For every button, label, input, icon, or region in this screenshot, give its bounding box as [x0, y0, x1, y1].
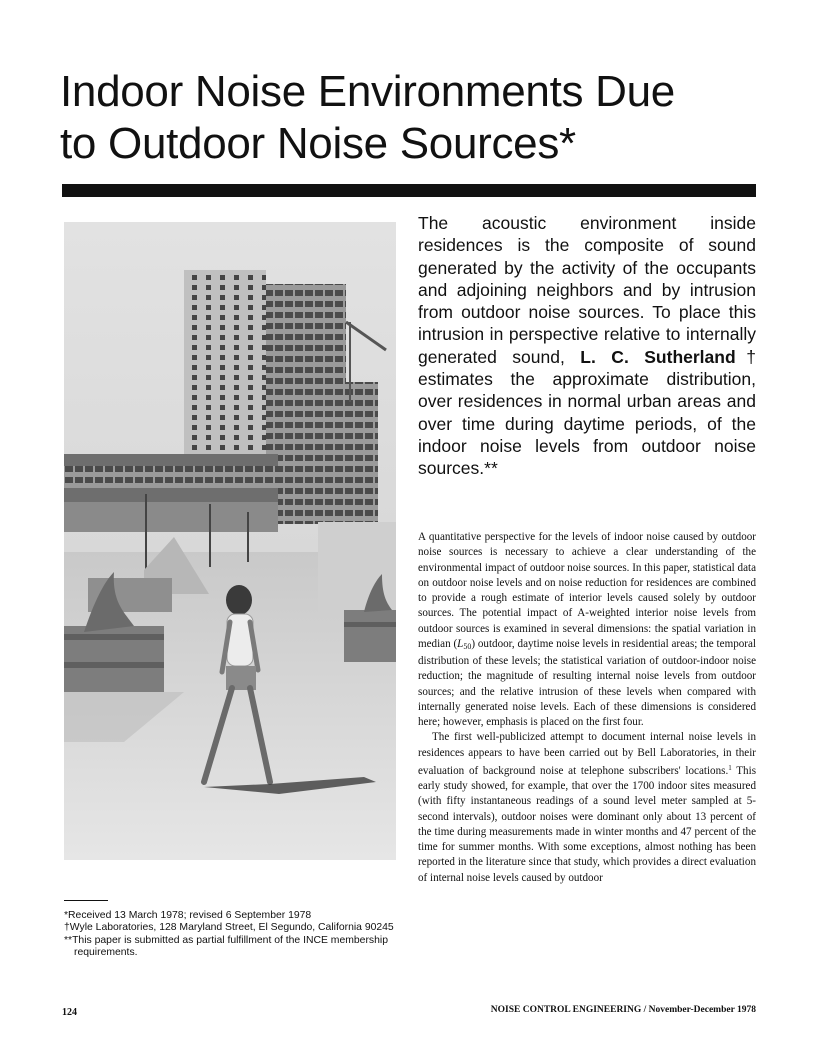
article-title [60, 66, 780, 170]
body-paragraph-1-part-b: ) outdoor, daytime noise levels in residential areas; the temporal distribution of these levels; the statistical variation of outdoor-indoor noise reduction; the magnitude of resulting internal noise levels from outdoor sources; and the relative intrusion of these levels when compared with internally generated noise levels. Each of these dimensions is considered here; however, emphasis is placed on the first four. [418, 637, 756, 728]
page-number: 124 [62, 1007, 77, 1018]
abstract-text-start: The acoustic environment inside residences is the composite of sound generated by the activity of the occupants and adjoining neighbors and by intrusion from outdoor noise sources. To place this intrusion in perspective relative to internally generated sound, [418, 213, 756, 367]
photo-child-in-plaza [64, 222, 396, 860]
reference-1-marker: 1 [728, 763, 732, 772]
abstract-text-end: † estimates the approximate distribution, over residences in normal urban areas and over time during daytime periods, of the indoor noise levels from outdoor noise sources.** [418, 346, 756, 479]
body-text [418, 530, 756, 886]
title-line-2: to Outdoor Noise Sources* [60, 119, 576, 168]
author-name: L. C. Sutherland [580, 346, 736, 367]
footnote-affiliation: †Wyle Laboratories, 128 Maryland Street, El Segundo, California 90245 [64, 922, 394, 934]
title-rule [62, 184, 756, 197]
footnote-membership: **This paper is submitted as partial fulfillment of the INCE membership requirements. [64, 934, 388, 959]
l50-subscript: 50 [463, 641, 472, 651]
body-paragraph-2-part-a: The first well-publicized attempt to document internal noise levels in residences appears to have been carried out by Bell Laboratories, in their evaluation of background noise at telephone subscribers' locations. [418, 731, 756, 777]
journal-footer: NOISE CONTROL ENGINEERING / November-December 1978 [490, 1005, 756, 1015]
l50-symbol: L [457, 637, 464, 650]
footnotes [60, 910, 405, 960]
footnote-rule [64, 900, 108, 901]
body-paragraph-2-part-b: This early study showed, for example, that over the 1700 indoor sites measured (with fifty instantaneous readings of a sound level meter sampled at 5-second intervals), outdoor noises were dominant only about 13 percent of the time during measurements made in winter months and 47 percent of the time for summer months. With some exceptions, almost nothing has been reported in the literature since that study, which provides a direct evaluation of internal noise levels caused by outdoor [418, 764, 757, 884]
body-paragraph-2 [418, 730, 756, 886]
title-line-1: Indoor Noise Environments Due [60, 67, 675, 116]
body-paragraph-1-part-a: A quantitative perspective for the levels of indoor noise caused by outdoor noise sources is necessary to achieve a clear understanding of the environmental impact of outdoor noise sources. In this paper, statistical data on outdoor noise levels and on noise reduction for residences are combined to provide a rough estimate of interior levels caused solely by outdoor sources. The potential impact of A-weighted interior noise levels from outdoor sources is examined in several dimensions: the spatial variation in median ( [418, 531, 756, 650]
body-paragraph-1 [418, 530, 756, 730]
footnote-received: *Received 13 March 1978; revised 6 September 1978 [64, 910, 312, 921]
abstract [418, 212, 756, 480]
